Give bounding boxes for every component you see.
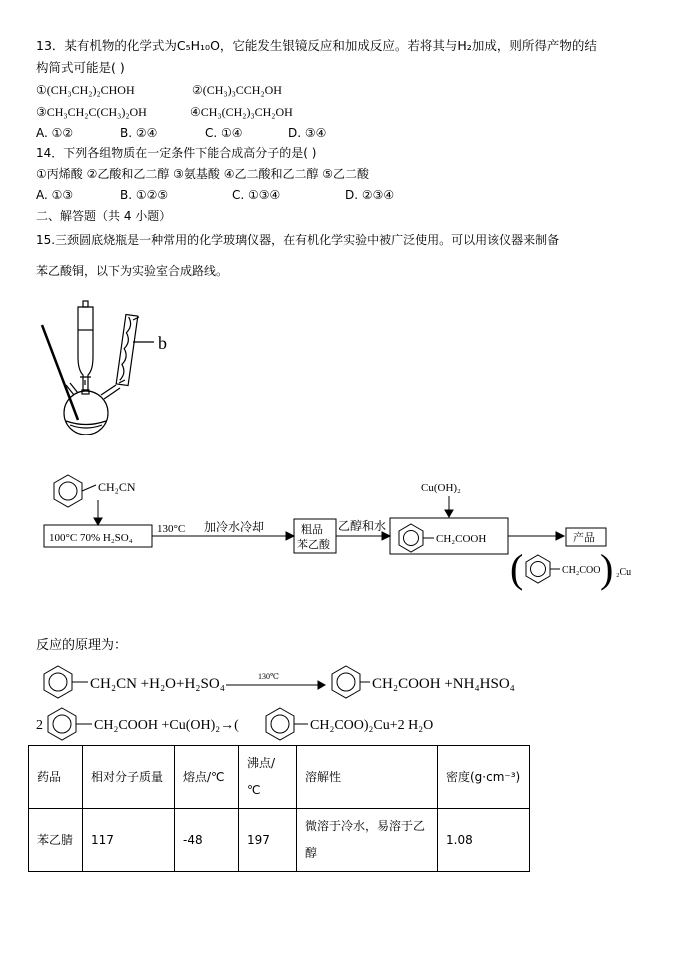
route-intermediate-formula: CH₂COOH [436, 533, 487, 545]
q13-option-c: C. ①④ [205, 126, 243, 140]
section-heading: 二、解答题（共 4 小题） [36, 209, 172, 223]
q14-choices: ①丙烯酸 ②乙酸和乙二醇 ③氨基酸 ④乙二酸和乙二醇 ⑤乙二酸 [36, 167, 370, 181]
q13-choice-4: ④CH₃(CH₂)₃CH₂OH [190, 105, 293, 119]
route-temperature: 130°C [157, 523, 186, 535]
route-product-suffix: ₂Cu [616, 567, 632, 578]
benzene-ring-icon [54, 475, 82, 507]
table-cell: -48 [175, 809, 239, 872]
table-cell: 微溶于冷水，易溶于乙醇 [297, 809, 438, 872]
table-cell: 苯乙腈 [29, 809, 83, 872]
eq1-condition: 130℃ [258, 672, 279, 681]
table-header-cell: 熔点/℃ [175, 746, 239, 809]
route-close-paren: ) [600, 546, 614, 591]
q13-choice-3: ③CH₃CH₂C(CH₃)₂OH [36, 105, 147, 119]
route-crude-line1: 粗品 [301, 523, 323, 536]
q14-option-d: D. ②③④ [345, 188, 395, 202]
q13-choice-2: ②(CH₃)₃CCH₂OH [192, 83, 282, 97]
table-cell: 197 [239, 809, 297, 872]
route-product-label: 产品 [573, 531, 595, 544]
route-crude-line2: 苯乙酸 [297, 538, 330, 551]
q14-option-a: A. ①③ [36, 188, 74, 202]
route-step2-label: 加冷水冷却 [204, 520, 265, 534]
q13-stem-line2: 构简式可能是( ) [36, 60, 125, 75]
label-b: b [158, 333, 167, 353]
route-condition-box: 100°C 70% H₂SO₄ [49, 532, 133, 544]
principle-title: 反应的原理为： [36, 638, 128, 653]
reaction-equations [36, 662, 556, 742]
eq2-coefficient: 2 [36, 718, 43, 733]
synthesis-route [36, 470, 656, 600]
table-header-cell: 溶解性 [297, 746, 438, 809]
eq2-reactants: CH₂COOH +Cu(OH)₂→( [94, 718, 239, 733]
three-neck-flask-apparatus [36, 295, 196, 435]
route-product-formula: CH₂COO [562, 565, 601, 576]
table-cell: 117 [83, 809, 175, 872]
eq1-reactants: CH₂CN +H₂O+H₂SO₄ [90, 676, 225, 692]
property-table [28, 745, 530, 872]
q15-text-line2: 苯乙酸铜，以下为实验室合成路线。 [36, 264, 229, 278]
route-open-paren: ( [510, 546, 524, 591]
route-reagent: Cu(OH)₂ [421, 482, 461, 494]
eq2-products: CH₂COO)₂Cu+2 H₂O [310, 718, 434, 733]
q14-stem: 14．下列各组物质在一定条件下能合成高分子的是( ) [36, 146, 317, 160]
table-header-row [29, 746, 530, 809]
q13-option-b: B. ②④ [120, 126, 158, 140]
q13-option-a: A. ①② [36, 126, 74, 140]
route-start-formula: CH₂CN [98, 480, 136, 494]
eq1-products: CH₂COOH +NH₄HSO₄ [372, 676, 515, 692]
q14-option-b: B. ①②⑤ [120, 188, 169, 202]
table-row [29, 809, 530, 872]
route-step3-label: 乙醇和水 [338, 519, 387, 533]
table-header-cell: 密度(g·cm⁻³) [438, 746, 530, 809]
q15-text-line1: 15.三颈圆底烧瓶是一种常用的化学玻璃仪器，在有机化学实验中被广泛使用。可以用该仪器来制备 [36, 233, 560, 247]
q13-stem-line1: 13．某有机物的化学式为C₅H₁₀O，它能发生银镜反应和加成反应。若将其与H₂加成，则所得产物的结 [36, 38, 597, 53]
table-header-cell: 沸点/℃ [239, 746, 297, 809]
q13-option-d: D. ③④ [288, 126, 327, 140]
table-header-cell: 药品 [29, 746, 83, 809]
q14-option-c: C. ①③④ [232, 188, 281, 202]
table-cell: 1.08 [438, 809, 530, 872]
table-header-cell: 相对分子质量 [83, 746, 175, 809]
q13-choice-1: ①(CH₃CH₂)₂CHOH [36, 83, 135, 97]
